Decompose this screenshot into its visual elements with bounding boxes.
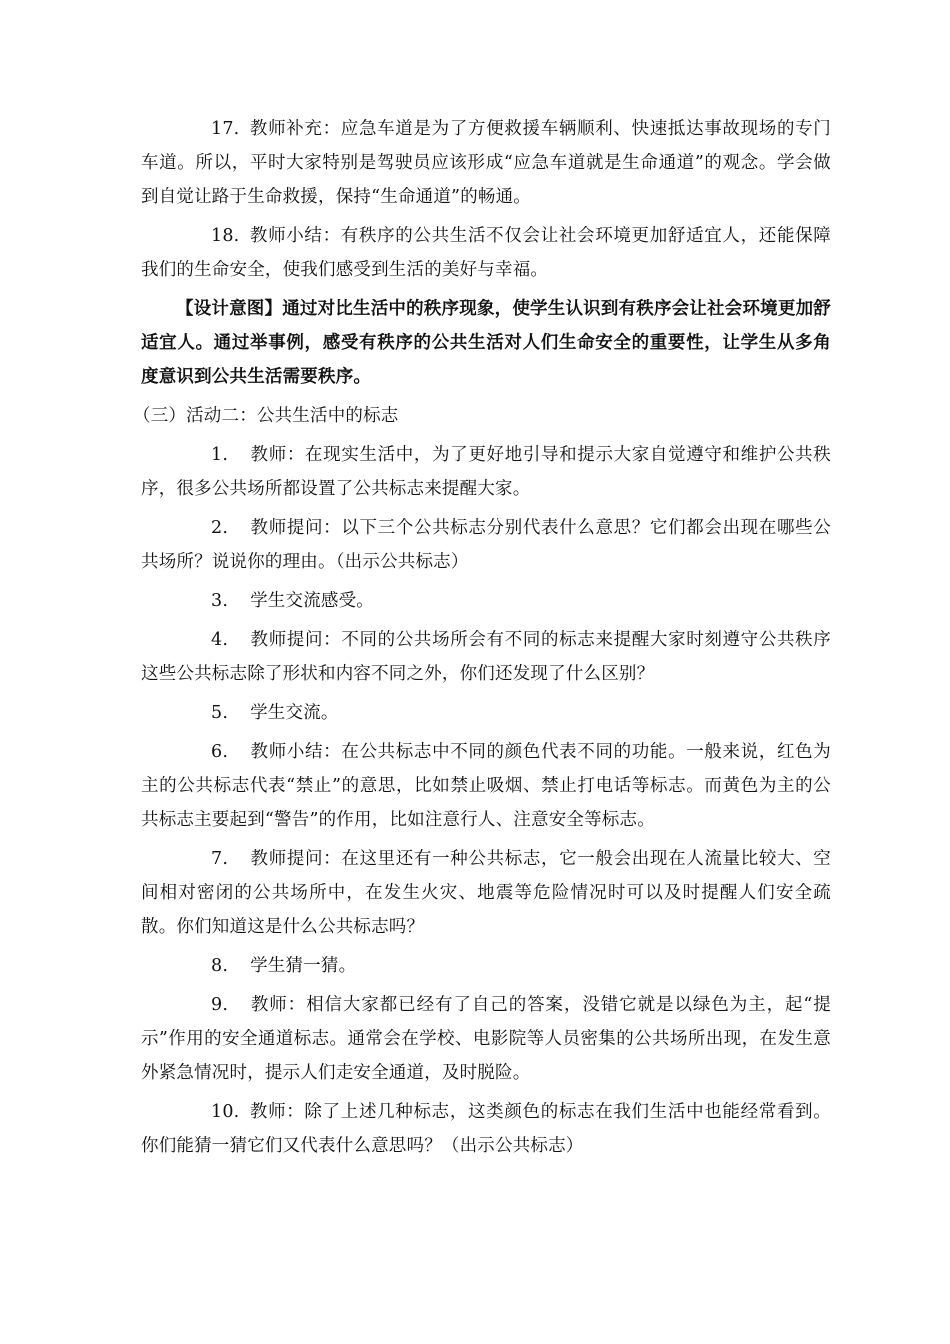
paragraph-activity-7 xyxy=(141,842,831,944)
paragraph-text: 教师补充：应急车道是为了方便救援车辆顺利、快速抵达事故现场的专门车道。所以，平时大家特别是驾驶员应该形成“应急车道就是生命通道”的观念。学会做到自觉让路于生命救援，保持“生命通道”的畅通。 xyxy=(141,119,831,207)
paragraph-text: 教师：在现实生活中，为了更好地引导和提示大家自觉遵守和维护公共秩序，很多公共场所都设置了公共标志来提醒大家。 xyxy=(141,445,831,499)
item-number: 9. xyxy=(211,995,229,1015)
paragraph-activity-10 xyxy=(141,1095,831,1163)
item-number: 10. xyxy=(211,1102,240,1122)
paragraph-activity-8 xyxy=(141,949,831,983)
paragraph-activity-3 xyxy=(141,584,831,618)
paragraph-17 xyxy=(141,112,831,214)
section-heading: （三）活动二：公共生活中的标志 xyxy=(133,406,399,426)
item-number: 8. xyxy=(211,956,229,976)
paragraph-text: 教师小结：在公共标志中不同的颜色代表不同的功能。一般来说，红色为主的公共标志代表“禁止”的意思，比如禁止吸烟、禁止打电话等标志。而黄色为主的公共标志主要起到“警告”的作用，比如注意行人、注意安全等标志。 xyxy=(141,742,831,830)
paragraph-text: 教师提问：在这里还有一种公共标志，它一般会出现在人流量比较大、空间相对密闭的公共场所中，在发生火灾、地震等危险情况时可以及时提醒人们安全疏散。你们知道这是什么公共标志吗？ xyxy=(141,849,831,937)
paragraph-activity-9 xyxy=(141,988,831,1090)
item-number: 4. xyxy=(211,630,229,650)
paragraph-text: 教师小结：有秩序的公共生活不仅会让社会环境更加舒适宜人，还能保障我们的生命安全，使我们感受到生活的美好与幸福。 xyxy=(141,226,831,280)
item-number: 2. xyxy=(211,518,229,538)
paragraph-18 xyxy=(141,219,831,287)
item-number: 1. xyxy=(211,445,229,465)
item-number: 7. xyxy=(211,849,229,869)
document-page xyxy=(133,112,831,1168)
paragraph-text: 教师：除了上述几种标志，这类颜色的标志在我们生活中也能经常看到。你们能猜一猜它们又代表什么意思吗？（出示公共标志） xyxy=(141,1102,831,1156)
item-number: 18. xyxy=(211,226,240,246)
item-number: 5. xyxy=(211,703,229,723)
paragraph-activity-1 xyxy=(141,438,831,506)
paragraph-text: 教师提问：不同的公共场所会有不同的标志来提醒大家时刻遵守公共秩序这些公共标志除了形状和内容不同之外，你们还发现了什么区别？ xyxy=(141,630,831,684)
paragraph-text: 学生交流感受。 xyxy=(250,591,375,611)
paragraph-activity-5 xyxy=(141,696,831,730)
paragraph-activity-6 xyxy=(141,735,831,837)
design-intent-paragraph: 【设计意图】通过对比生活中的秩序现象，使学生认识到有秩序会让社会环境更加舒适宜人。通过举事例，感受有秩序的公共生活对人们生命安全的重要性，让学生从多角度意识到公共生活需要秩序。 xyxy=(141,299,831,387)
paragraph-text: 教师：相信大家都已经有了自己的答案，没错它就是以绿色为主，起“提示”作用的安全通道标志。通常会在学校、电影院等人员密集的公共场所出现，在发生意外紧急情况时，提示人们走安全通道，及时脱险。 xyxy=(141,995,831,1083)
item-number: 3. xyxy=(211,591,229,611)
paragraph-text: 教师提问：以下三个公共标志分别代表什么意思？它们都会出现在哪些公共场所？说说你的理由。（出示公共标志） xyxy=(141,518,831,572)
paragraph-text: 学生交流。 xyxy=(250,703,339,723)
item-number: 17. xyxy=(211,119,240,139)
paragraph-activity-4 xyxy=(141,623,831,691)
paragraph-activity-2 xyxy=(141,511,831,579)
item-number: 6. xyxy=(211,742,229,762)
paragraph-text: 学生猜一猜。 xyxy=(250,956,357,976)
